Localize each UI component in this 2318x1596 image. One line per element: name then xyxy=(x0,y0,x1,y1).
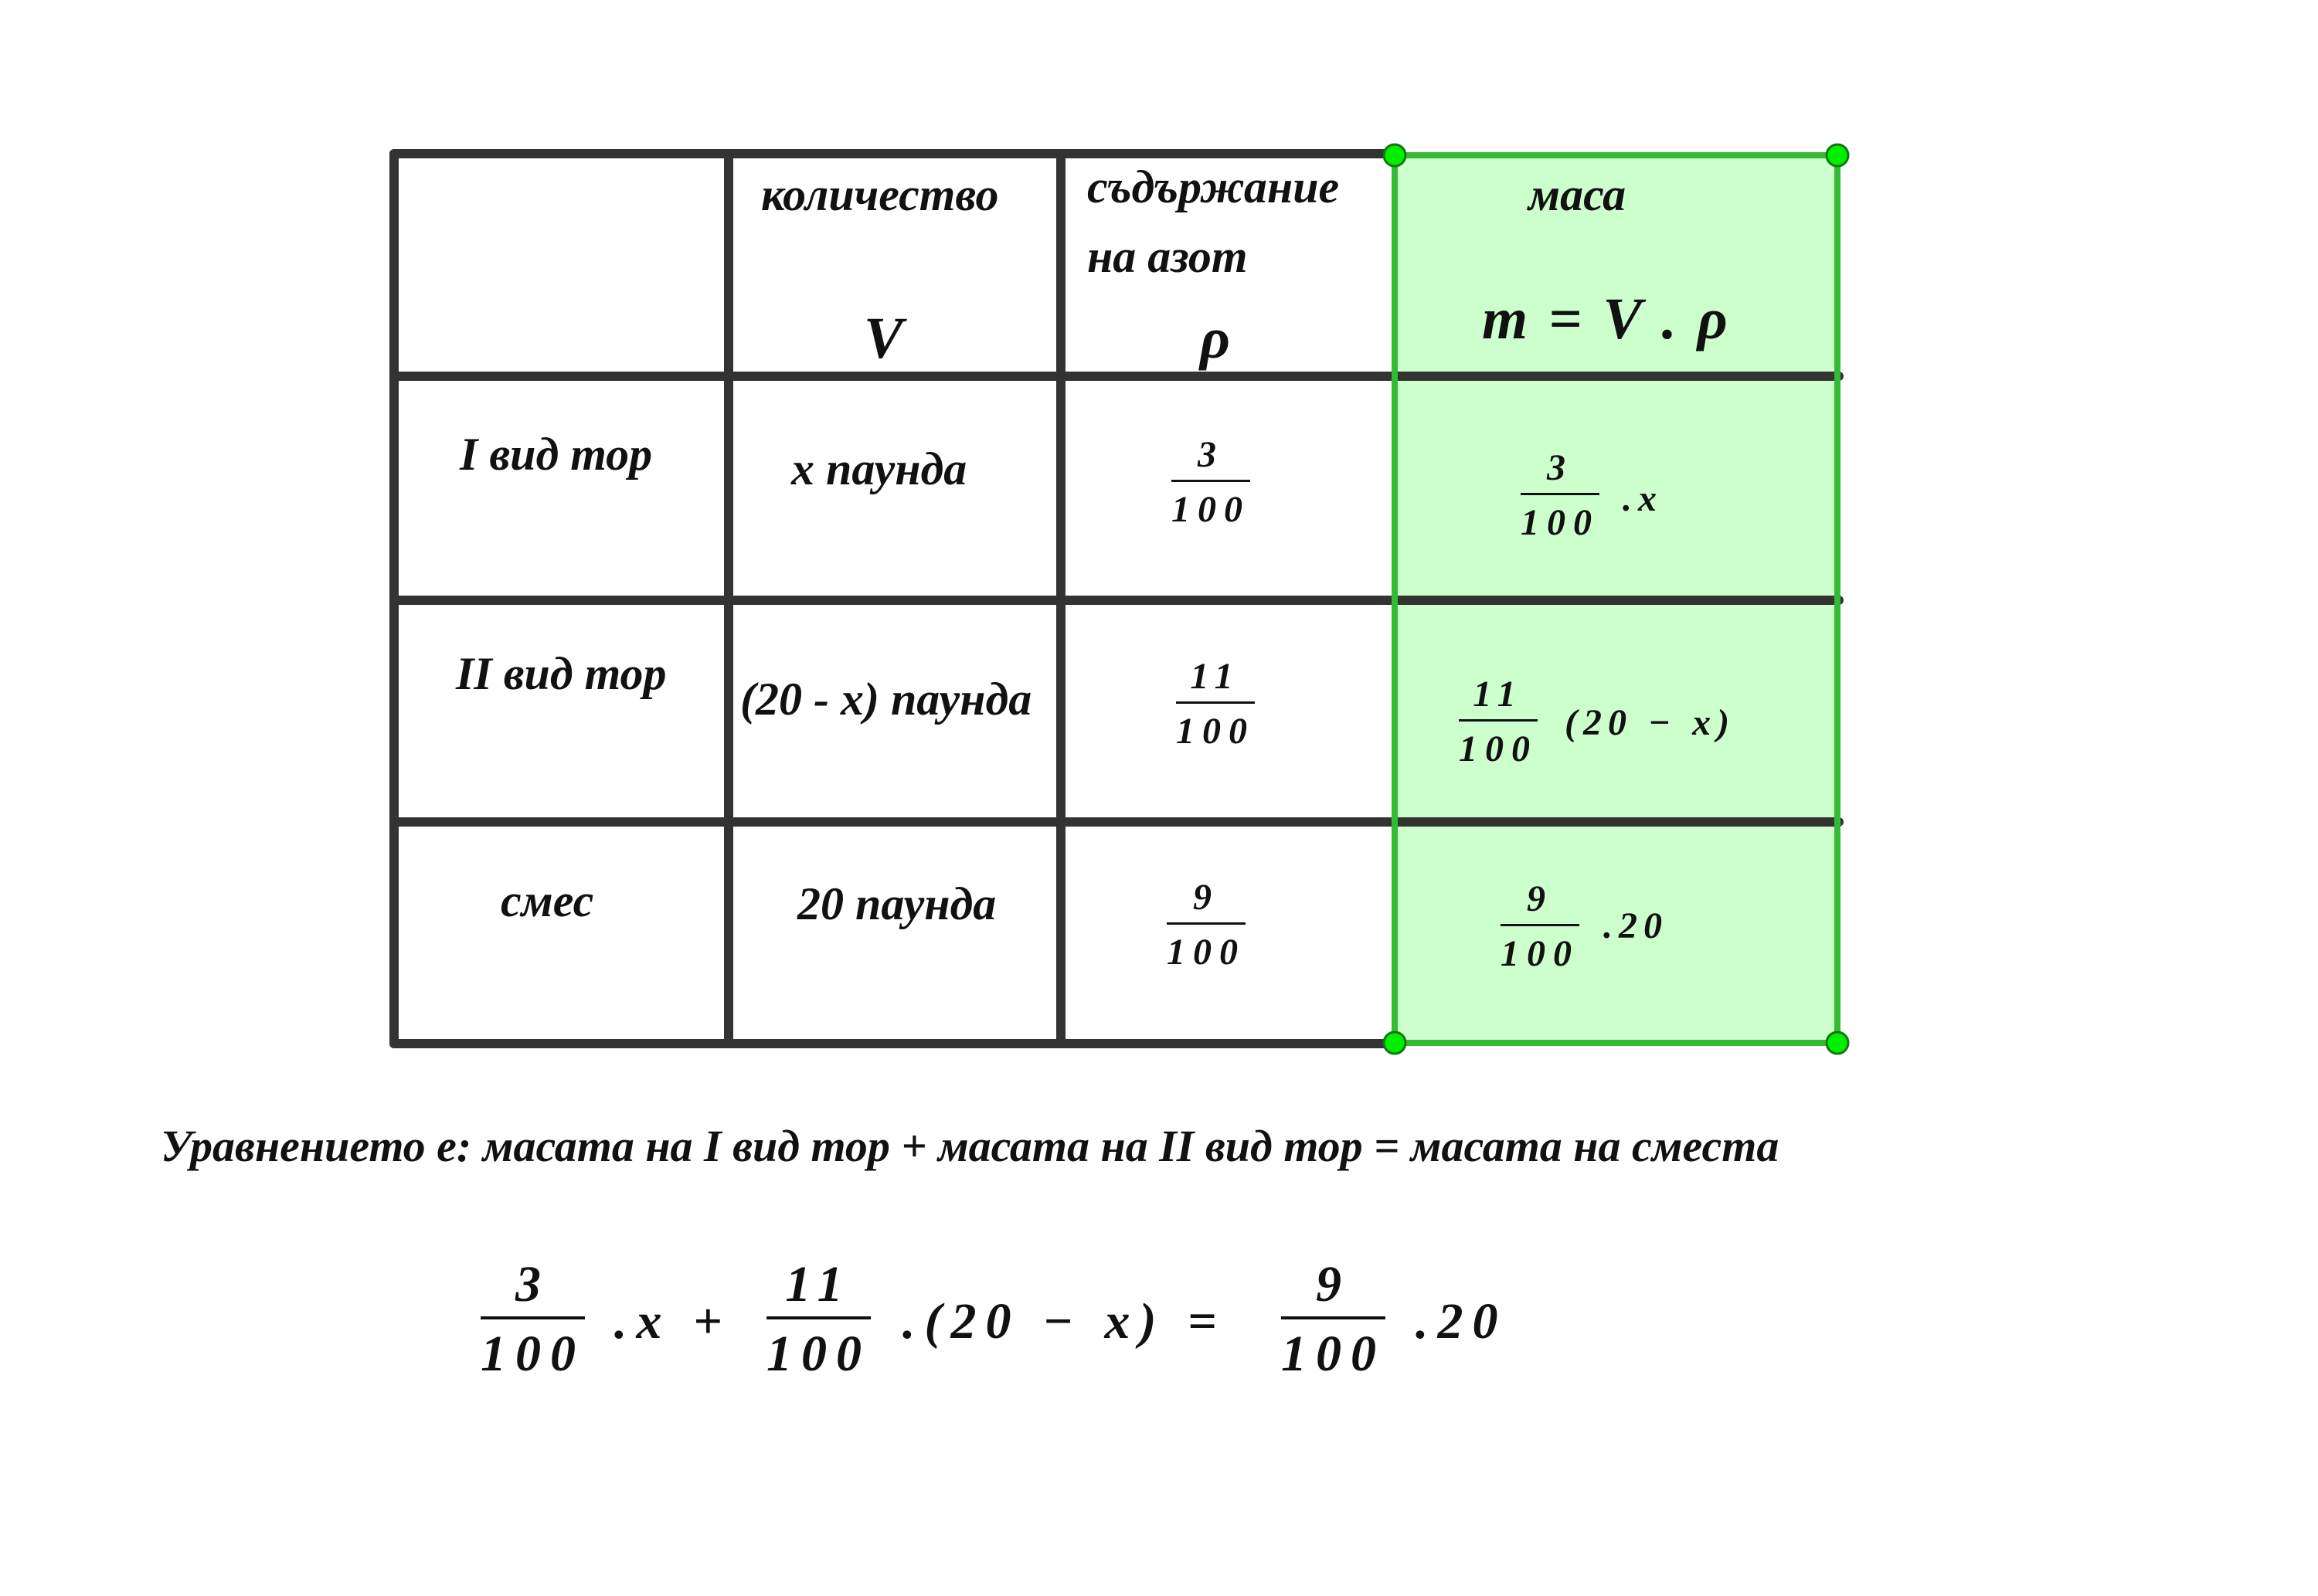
content-fraction: 9 100 xyxy=(1167,877,1246,973)
mass-formula: m = V . ρ xyxy=(1482,287,1731,351)
vertex-point[interactable] xyxy=(1827,1032,1848,1054)
quantity-symbol: V xyxy=(864,306,903,371)
content-fraction: 11 100 xyxy=(1176,656,1255,752)
equation-fraction-2: 11 100 xyxy=(766,1256,871,1382)
mass-header: маса xyxy=(1528,169,1626,220)
content-fraction: 3 100 xyxy=(1171,434,1250,530)
mass-multiplier: (20 − x) xyxy=(1565,702,1736,743)
content-symbol: ρ xyxy=(1200,306,1231,371)
mass-fraction: 3 100 xyxy=(1521,447,1599,543)
equation-operator-3: .20 xyxy=(1416,1293,1507,1350)
mass-fraction: 11 100 xyxy=(1459,674,1538,769)
mass-multiplier: .20 xyxy=(1603,905,1668,946)
row-quantity: (20 - x) паунда xyxy=(740,674,1032,725)
equation-operator-1: .x + xyxy=(614,1293,732,1350)
row-name: смес xyxy=(501,875,594,926)
content-header-line2: на азот xyxy=(1087,231,1248,282)
mass-multiplier: .x xyxy=(1623,478,1663,519)
row-quantity: 20 паунда xyxy=(797,878,997,929)
equation-fraction-1: 3 100 xyxy=(481,1256,585,1382)
row-quantity: x паунда xyxy=(791,443,967,494)
vertex-point[interactable] xyxy=(1384,144,1405,166)
equation-fraction-3: 9 100 xyxy=(1281,1256,1385,1382)
vertex-point[interactable] xyxy=(1827,144,1848,166)
quantity-header: количество xyxy=(761,169,999,220)
vertex-point[interactable] xyxy=(1384,1032,1405,1054)
content-header-line1: съдържание xyxy=(1087,161,1340,212)
mass-fraction: 9 100 xyxy=(1501,878,1579,974)
equation-operator-2: .(20 − x) = xyxy=(902,1293,1226,1350)
equation-description: Уравнението е: масата на I вид тор + масата на II вид тор = масата на сместа xyxy=(161,1121,1779,1171)
row-name: II вид тор xyxy=(456,648,667,699)
row-name: I вид тор xyxy=(460,429,653,480)
